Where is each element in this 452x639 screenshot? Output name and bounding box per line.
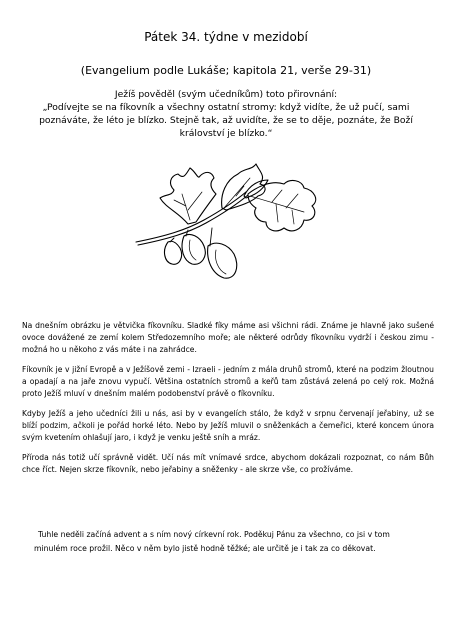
- gospel-intro: Ježíš pověděl (svým učedníkům) toto přirovnání:: [114, 89, 338, 100]
- fig-branch-icon: [126, 150, 326, 290]
- gospel-reference: (Evangelium podle Lukáše; kapitola 21, verše 29-31): [80, 64, 372, 77]
- paragraph-3: Kdyby Ježíš a jeho učedníci žili u nás, asi by v evangelích stálo, že když v srpnu červenají jeřabiny, už se blíží podzim, ačkoli je pořád horké léto. Nebo by Ježíš mluvil o sněženkách a čemeřici, které koncem února svým kvetením ohlašují jaro, i když je venku ještě sníh a mráz.: [22, 409, 434, 442]
- paragraph-4: Příroda nás totiž učí správně vidět. Učí nás mít vnímavé srdce, abychom dokázali rozpoznat, co nám Bůh chce říct. Nejen skrze fíkovník, nebo jeřabiny a sněženky - ale skrze vše, co prožíváme.: [22, 453, 434, 474]
- closing-line-2: minulém roce prožil. Něco v něm bylo jistě hodně těžké; ale určitě je i tak za co děkovat.: [34, 544, 376, 553]
- fig-fruit-1: [182, 234, 205, 264]
- paragraph-2: Fíkovník je v jižní Evropě a v Ježíšově zemi - Izraeli - jedním z mála druhů stromů, které na podzim žloutnou a opadají a na jaře znovu vypučí. Většina ostatních stromů a keřů tam zůstává zelená po celý rok. Možná proto Ježíš mluví v dnešním malém podobenství právě o fíkovníku.: [22, 365, 434, 398]
- closing-line-1: Tuhle neděli začíná advent a s ním nový církevní rok. Poděkuj Pánu za všechno, co jsi v tom: [38, 530, 390, 539]
- closing-note: [34, 528, 424, 556]
- page-title: Pátek 34. týdne v mezidobí: [144, 30, 308, 44]
- gospel-quote: „Podívejte se na fíkovník a všechny ostatní stromy: když vidíte, že už pučí, sami poznáváte, že léto je blízko. Stejně tak, až uvidíte, že se to děje, poznáte, že Boží království je blízko.“: [39, 102, 413, 139]
- leaf-top-left: [160, 168, 216, 224]
- paragraph-1: Na dnešním obrázku je větvička fíkovníku. Sladké fíky máme asi všichni rádi. Známe je hlavně jako sušené ovoce dovážené ze zemí kolem Středozemního moře; ale některé odrůdy fíkovníku vydrží i českou zimu - možná ho u někoho z vás máte i na zahrádce.: [22, 321, 434, 354]
- fig-fruit-2: [208, 243, 237, 278]
- fig-fruit-3: [165, 241, 182, 264]
